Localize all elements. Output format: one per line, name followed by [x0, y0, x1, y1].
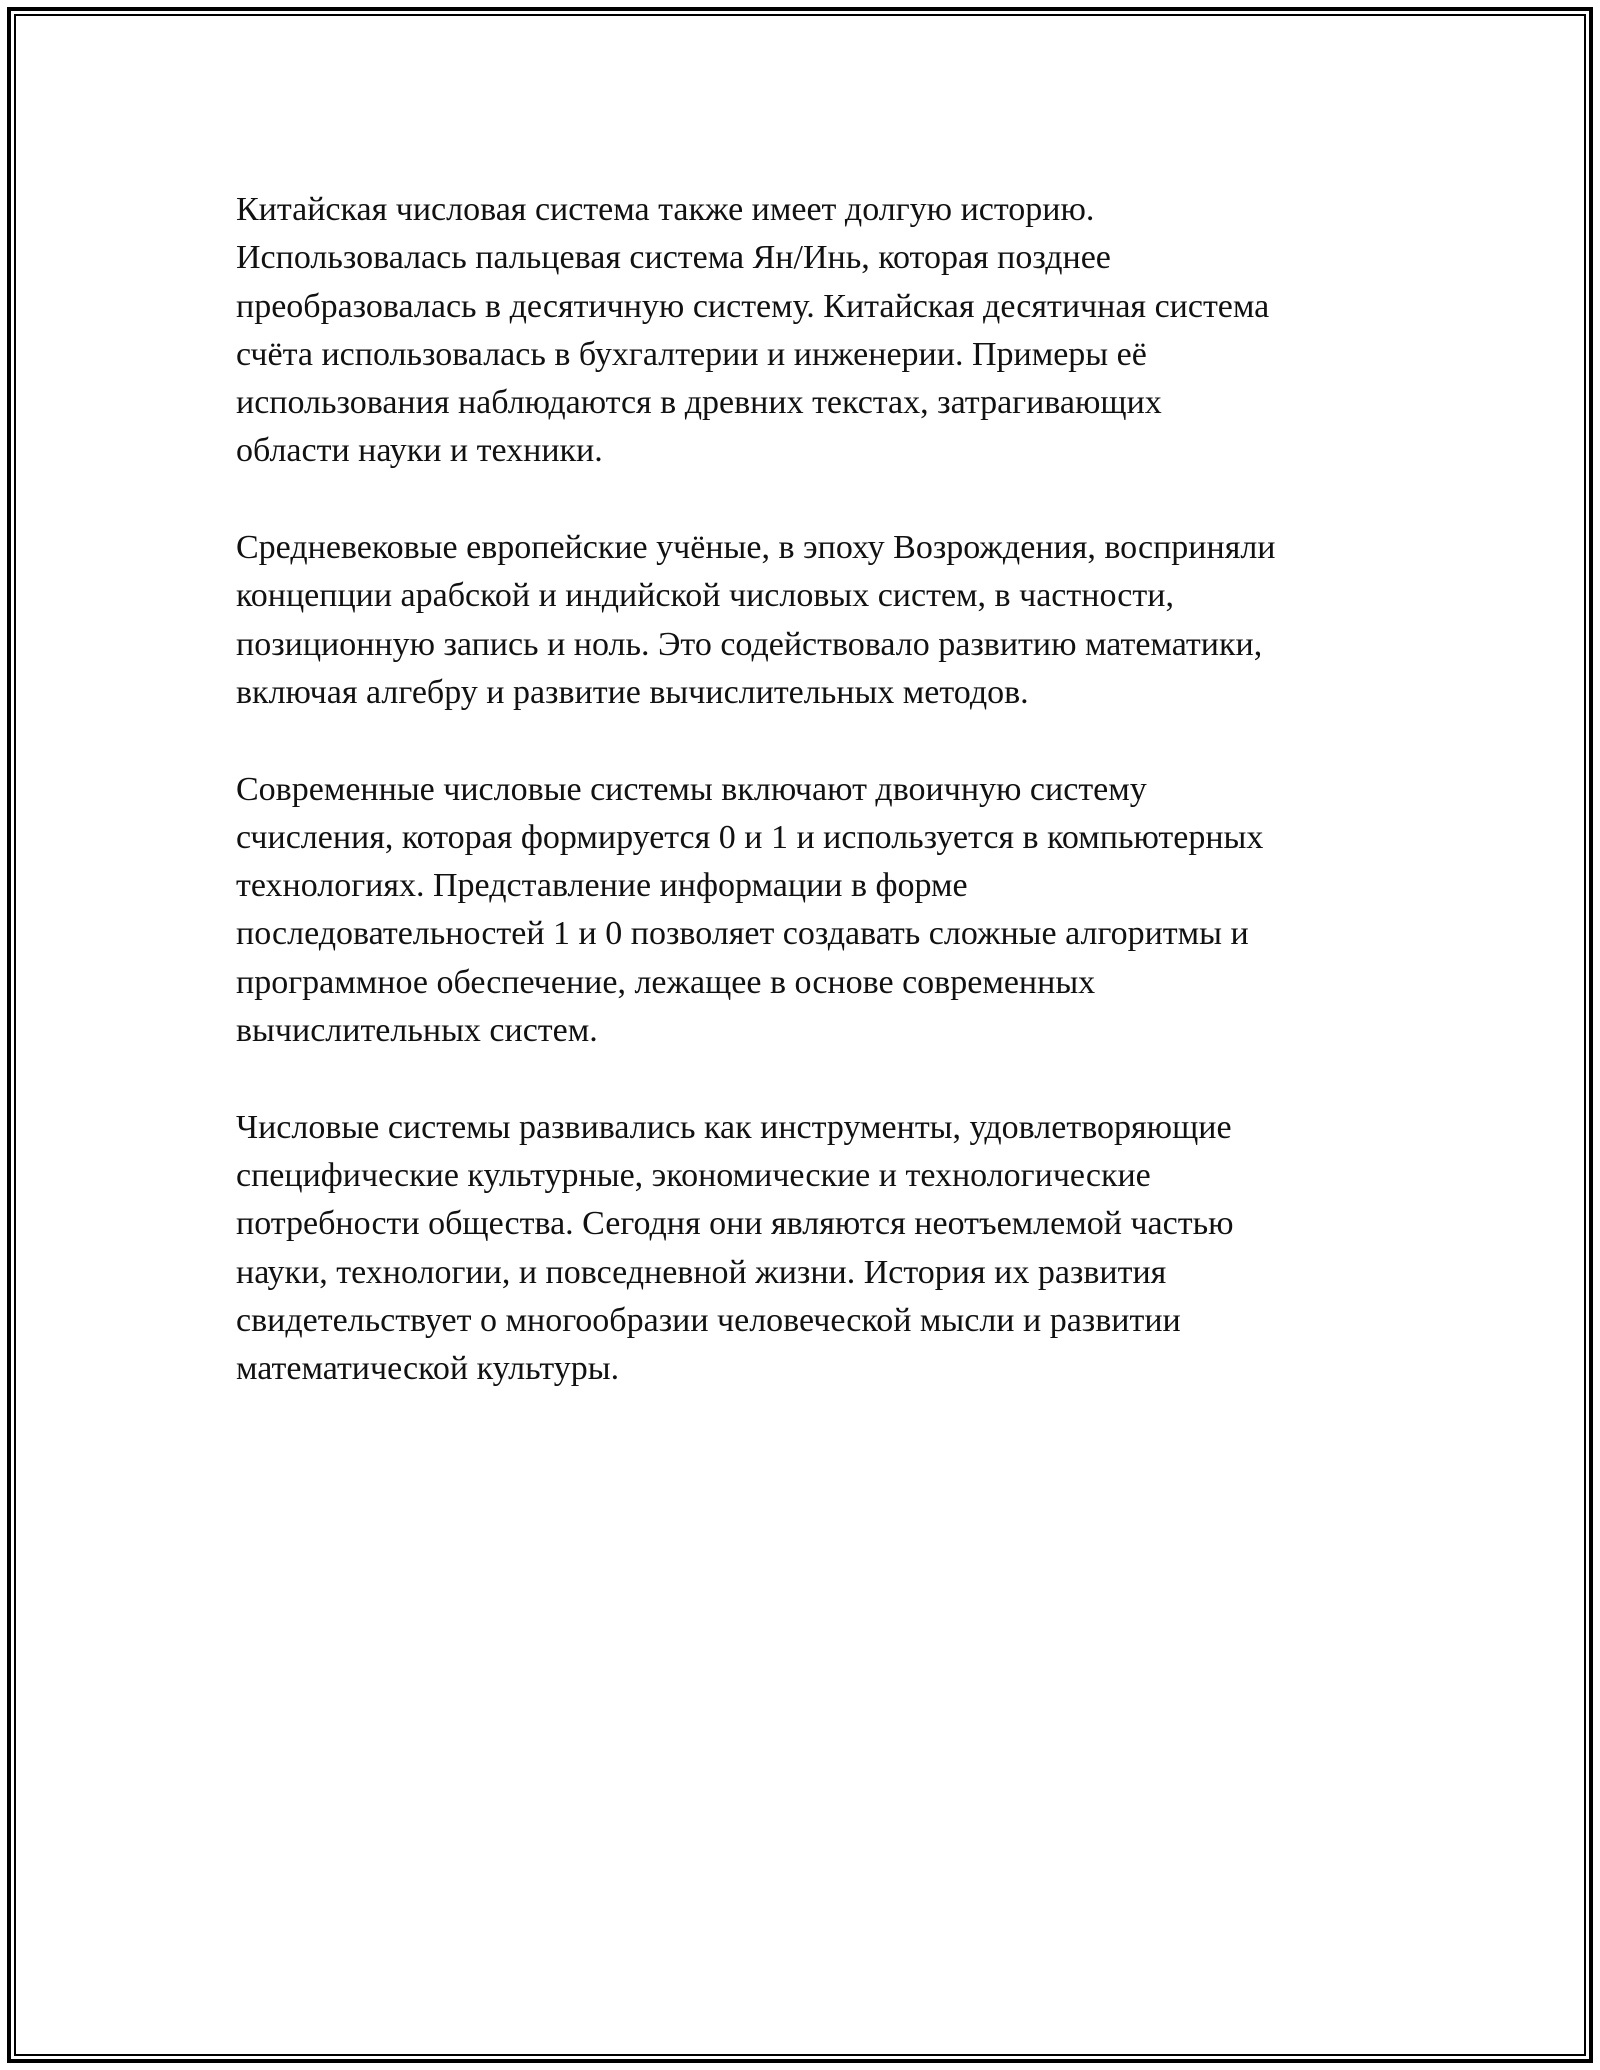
paragraph-medieval-european-scholars: Средневековые европейские учёные, в эпоху Возрождения, восприняли концепции арабской и индийской числовых систем, в частности, позиционную запись и ноль. Это содействовало развитию математики, включая алгебру и развитие вычислительных методов.	[236, 529, 1276, 711]
paragraph-modern-binary-system: Современные числовые системы включают двоичную систему счисления, которая формируется 0 и 1 и используется в компьютерных технологиях. Представление информации в форме последовательностей 1 и 0 позволяет создавать сложные алгоритмы и программное обеспечение, лежащее в основе современных вычислительных систем.	[236, 770, 1264, 1050]
document-body	[236, 186, 1386, 1442]
paragraph-conclusion: Числовые системы развивались как инструменты, удовлетворяющие специфические культурные, экономические и технологические потребности общества. Сегодня они являются неотъемлемой частью науки, технологии, и повседневной жизни. История их развития свидетельствует о многообразии человеческой мысли и развитии математической культуры.	[236, 1108, 1234, 1388]
paragraph-chinese-number-system: Китайская числовая система также имеет долгую историю. Использовалась пальцевая система Ян/Инь, которая позднее преобразовалась в десятичную систему. Китайская десятичная система счёта использовалась в бухгалтерии и инженерии. Примеры её использования наблюдаются в древних текстах, затрагивающих области науки и техники.	[236, 191, 1270, 470]
